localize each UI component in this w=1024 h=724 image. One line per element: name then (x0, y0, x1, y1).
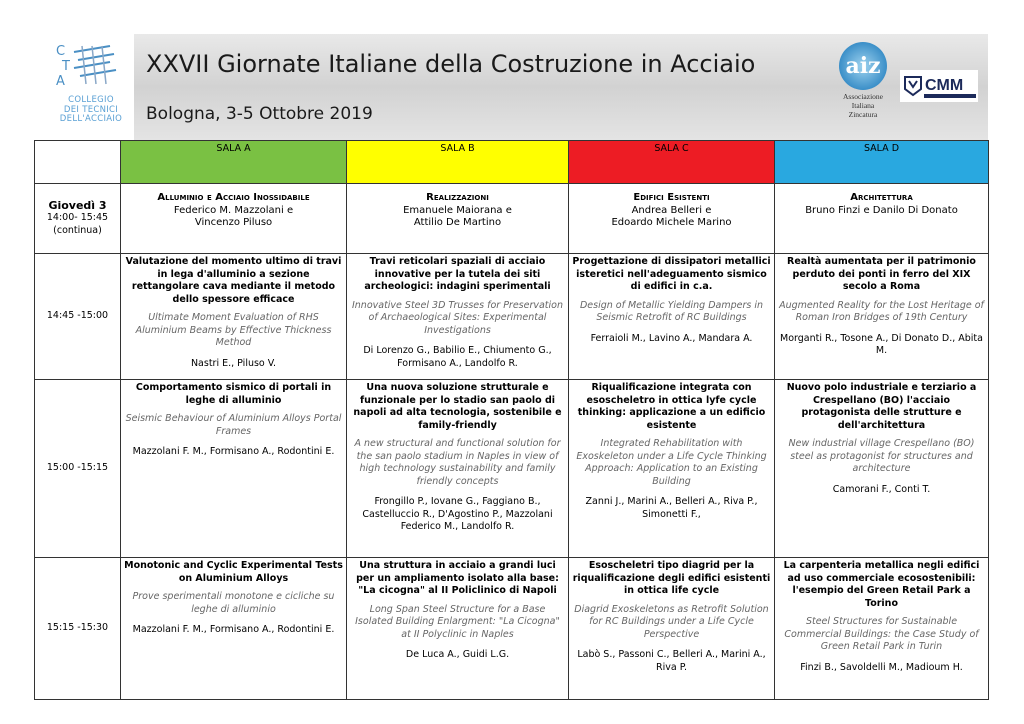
cta-logo (34, 34, 134, 140)
paper-cell: Comportamento sismico di portali in leghe di alluminio Seismic Behaviour of Aluminium Alloys Portal Frames Mazzolani F. M., Formisano A., Rodontini E. (121, 380, 347, 558)
slot-time-cell: 14:45 -15:00 (35, 254, 121, 380)
paper-cell: Riqualificazione integrata con esoscheletro in ottica lyfe cycle thinking: applicazione a un edificio esistente Integrated Rehabilitation with Exoskeleton under a Life Cycle Thinking Approach: Application to an Existing Building Zanni J., Marini A., Belleri A., Riva P., Simonetti F., (569, 380, 775, 558)
room-header-d: SALA D (775, 141, 989, 184)
slot-row (35, 380, 989, 558)
header-empty-cell (35, 141, 121, 184)
paper-cell: La carpenteria metallica negli edifici ad uso commerciale ecosostenibili: l'esempio del Green Retail Park a Torino Steel Structures for Sustainable Commercial Buildings: the Case Study of Green Retail Park in Turin Finzi B., Savoldelli M., Madioum H. (775, 558, 989, 700)
session-cell-b: Realizzazioni Emanuele Maiorana e Attilio De Martino (347, 184, 569, 254)
paper-cell: Travi reticolari spaziali di acciaio innovative per la tutela dei siti archeologici: indagini sperimentali Innovative Steel 3D Trusses for Preservation of Archaeological Sites: Experimental Investigations Di Lorenzo G., Babilio E., Chiumento G., Formisano A., Landolfo R. (347, 254, 569, 380)
cmm-underline (924, 94, 976, 98)
slot-time-cell: 15:00 -15:15 (35, 380, 121, 558)
session-cell-c: Edifici Esistenti Andrea Belleri e Edoardo Michele Marino (569, 184, 775, 254)
cmm-logo: CMM (900, 70, 978, 102)
aiz-text: Associazione Italiana Zincatura (843, 92, 883, 119)
aiz-logo (832, 42, 894, 119)
paper-cell: Una nuova soluzione strutturale e funzionale per lo stadio san paolo di napoli ad alta tecnologia, sostenibile e family-friendly A new structural and functional solution for the san paolo stadium in Naples in view of high technology sustainability and family friendly concepts Frongillo P., Iovane G., Faggiano B., Castelluccio R., D'Agostino P., Mazzolani Federico M., Landolfo R. (347, 380, 569, 558)
session-row (35, 184, 989, 254)
slot-row (35, 254, 989, 380)
page-title: XXVII Giornate Italiane della Costruzione in Acciaio (146, 50, 756, 78)
room-header-c: SALA C (569, 141, 775, 184)
session-time-cell: Giovedì 3 14:00- 15:45 (continua) (35, 184, 121, 254)
paper-cell: Progettazione di dissipatori metallici isteretici nell'adeguamento sismico di edifici in c.a. Design of Metallic Yielding Dampers in Seismic Retrofit of RC Buildings Ferraioli M., Lavino A., Mandara A. (569, 254, 775, 380)
paper-cell: Nuovo polo industriale e terziario a Crespellano (BO) l'acciaio protagonista delle strutture e dell'architettura New industrial village Crespellano (BO) steel as protagonist for structures and architecture Camorani F., Conti T. (775, 380, 989, 558)
page-subtitle: Bologna, 3-5 Ottobre 2019 (146, 104, 373, 124)
session-cell-d: Architettura Bruno Finzi e Danilo Di Donato (775, 184, 989, 254)
room-header-b: SALA B (347, 141, 569, 184)
room-header-a: SALA A (121, 141, 347, 184)
cta-letters: C T A (56, 44, 70, 89)
paper-cell: Esoscheletri tipo diagrid per la riqualificazione degli edifici esistenti in ottica life cycle Diagrid Exoskeletons as Retrofit Solution for RC Buildings under a Life Cycle Perspective Labò S., Passoni C., Belleri A., Marini A., Riva P. (569, 558, 775, 700)
cta-name: COLLEGIO DEI TECNICI DELL'ACCIAIO (59, 95, 123, 124)
steel-grid-icon (70, 44, 120, 90)
rooms-header-row (35, 141, 989, 184)
paper-cell: Monotonic and Cyclic Experimental Tests on Aluminium Alloys Prove sperimentali monotone e cicliche su leghe di alluminio Mazzolani F. M., Formisano A., Rodontini E. (121, 558, 347, 700)
paper-cell: Realtà aumentata per il patrimonio perduto dei ponti in ferro del XIX secolo a Roma Augmented Reality for the Lost Heritage of Roman Iron Bridges of 19th Century Morganti R., Tosone A., Di Donato D., Abita M. (775, 254, 989, 380)
aiz-emblem-icon: aiz (839, 42, 887, 90)
slot-row (35, 558, 989, 700)
paper-cell: Valutazione del momento ultimo di travi in lega d'alluminio a sezione rettangolare cava mediante il metodo dello spessore efficace Ultimate Moment Evaluation of RHS Aluminium Beams by Effective Thickness Method Nastri E., Piluso V. (121, 254, 347, 380)
header-banner (34, 34, 988, 140)
paper-cell: Una struttura in acciaio a grandi luci per un ampliamento isolato alla base: "La cicogna" al II Policlinico di Napoli Long Span Steel Structure for a Base Isolated Building Enlargment: "La Cicogna" at II Polyclinic in Naples De Luca A., Guidi L.G. (347, 558, 569, 700)
slot-time-cell: 15:15 -15:30 (35, 558, 121, 700)
cmm-emblem-icon (903, 75, 923, 97)
program-table (34, 140, 989, 700)
session-cell-a: Alluminio e Acciaio Inossidabile Federico M. Mazzolani e Vincenzo Piluso (121, 184, 347, 254)
